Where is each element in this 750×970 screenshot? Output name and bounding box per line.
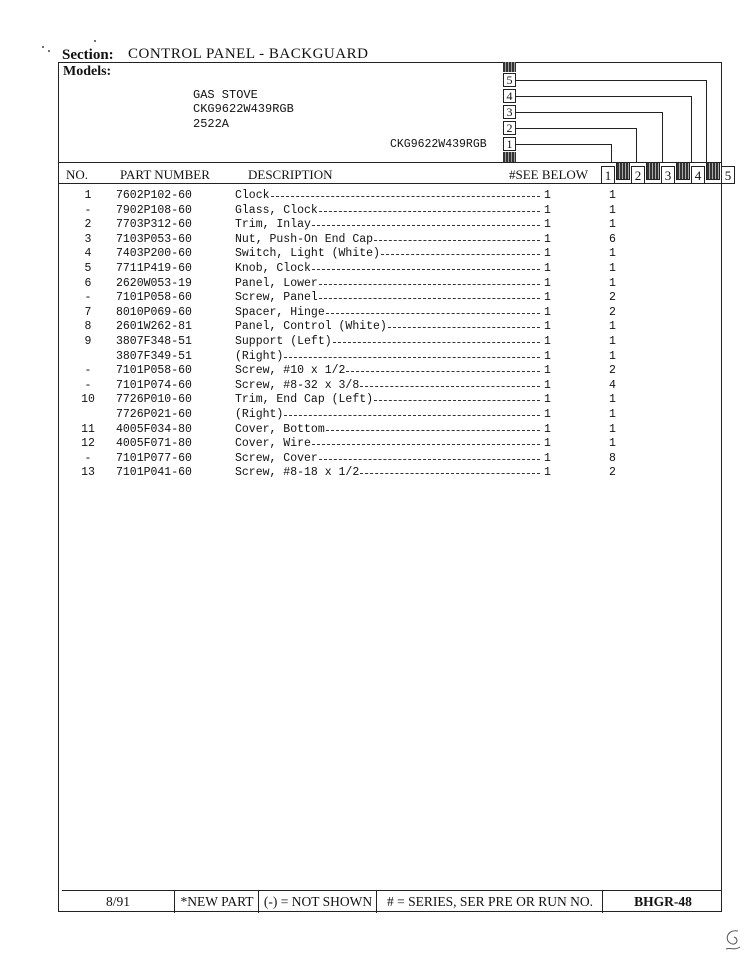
row-quantity: 1 — [609, 247, 616, 261]
series-box-4: 4 — [503, 89, 516, 103]
row-part-number: 7101P041-60 — [116, 466, 192, 480]
row-part-number: 7101P074-60 — [116, 378, 192, 392]
row-no: - — [84, 203, 92, 217]
row-quantity: 2 — [609, 466, 616, 480]
row-no: 9 — [84, 334, 92, 348]
row-leader — [284, 415, 540, 416]
row-leader — [381, 254, 540, 255]
row-series: 1 — [544, 203, 551, 217]
connector-4 — [516, 96, 691, 97]
row-series: 1 — [544, 291, 551, 305]
row-description: Screw, Cover — [235, 451, 318, 465]
row-leader — [326, 313, 540, 314]
series-col-1: 1 — [601, 166, 615, 184]
row-description: Screw, Panel — [235, 291, 318, 305]
row-leader — [326, 430, 540, 431]
row-no: - — [84, 364, 92, 378]
row-part-number: 7103P053-60 — [116, 232, 192, 246]
model-code: CKG9622W439RGB — [390, 138, 487, 151]
connector-1-down — [611, 144, 612, 162]
connector-5 — [516, 80, 706, 81]
row-leader — [312, 269, 540, 270]
row-quantity: 1 — [609, 261, 616, 275]
row-leader — [271, 196, 540, 197]
row-leader — [346, 371, 540, 372]
series-columns — [601, 162, 736, 185]
series-col-3: 3 — [661, 166, 675, 184]
series-col-shade-1 — [616, 162, 630, 180]
row-quantity: 8 — [609, 451, 616, 465]
row-no: 6 — [84, 276, 92, 290]
row-quantity: 1 — [609, 218, 616, 232]
series-band-top — [503, 62, 516, 72]
row-description: (Right) — [235, 349, 284, 363]
series-col-2: 2 — [631, 166, 645, 184]
section-label: Section: — [62, 47, 114, 63]
row-quantity: 1 — [609, 203, 616, 217]
row-no: 12 — [81, 437, 95, 451]
row-no: 11 — [81, 422, 95, 436]
col-see-below: #SEE BELOW — [509, 167, 589, 182]
series-col-5: 5 — [721, 166, 735, 184]
row-quantity: 1 — [609, 276, 616, 290]
footer-not-shown: (-) = NOT SHOWN — [258, 891, 377, 913]
row-series: 1 — [544, 364, 551, 378]
row-series: 1 — [544, 451, 551, 465]
row-part-number: 3807F349-51 — [116, 349, 192, 363]
row-series: 1 — [544, 232, 551, 246]
row-leader — [360, 386, 540, 387]
scan-speck — [48, 50, 50, 52]
row-description: (Right) — [235, 407, 284, 421]
row-quantity: 1 — [609, 320, 616, 334]
row-no: - — [84, 378, 92, 392]
row-description: Screw, #8-32 x 3/8 — [235, 378, 360, 392]
row-part-number: 4005F071-80 — [116, 437, 192, 451]
footer-page-code: BHGR-48 — [602, 891, 723, 913]
row-quantity: 1 — [609, 407, 616, 421]
row-part-number: 7703P312-60 — [116, 218, 192, 232]
row-leader — [319, 284, 540, 285]
connector-5-down — [706, 80, 707, 162]
row-part-number: 7711P419-60 — [116, 261, 192, 275]
row-series: 1 — [544, 349, 551, 363]
row-leader — [374, 400, 540, 401]
row-no: 7 — [84, 305, 92, 319]
row-series: 1 — [544, 422, 551, 436]
series-box-1: 1 — [503, 137, 516, 151]
row-series: 1 — [544, 305, 551, 319]
row-quantity: 1 — [609, 437, 616, 451]
row-no: 5 — [84, 261, 92, 275]
row-series: 1 — [544, 320, 551, 334]
row-description: Screw, #8-18 x 1/2 — [235, 466, 360, 480]
connector-4-down — [691, 96, 692, 162]
row-part-number: 7101P058-60 — [116, 364, 192, 378]
row-no: 10 — [81, 393, 95, 407]
row-part-number: 7902P108-60 — [116, 203, 192, 217]
row-no: 1 — [84, 189, 92, 202]
row-part-number: 7101P058-60 — [116, 291, 192, 305]
row-leader — [319, 459, 540, 460]
row-series: 1 — [544, 407, 551, 421]
row-quantity: 6 — [609, 232, 616, 246]
row-leader — [312, 225, 540, 226]
row-leader — [333, 342, 540, 343]
footer-date: 8/91 — [105, 894, 130, 909]
scan-speck — [94, 40, 96, 42]
row-leader — [360, 473, 540, 474]
row-leader — [319, 298, 540, 299]
row-series: 1 — [544, 189, 551, 202]
scan-speck — [42, 46, 44, 48]
row-description: Spacer, Hinge — [235, 305, 325, 319]
row-series: 1 — [544, 437, 551, 451]
row-series: 1 — [544, 378, 551, 392]
row-no: - — [84, 451, 92, 465]
row-part-number: 7726P010-60 — [116, 393, 192, 407]
col-description: DESCRIPTION — [248, 167, 333, 182]
row-quantity: 2 — [609, 305, 616, 319]
handwritten-mark — [720, 925, 744, 955]
row-leader — [284, 357, 540, 358]
row-series: 1 — [544, 218, 551, 232]
connector-2-down — [636, 128, 637, 162]
row-description: Knob, Clock — [235, 261, 311, 275]
row-series: 1 — [544, 261, 551, 275]
row-quantity: 2 — [609, 364, 616, 378]
row-leader — [312, 444, 540, 445]
series-box-2: 2 — [503, 121, 516, 135]
row-series: 1 — [544, 276, 551, 290]
series-col-4: 4 — [691, 166, 705, 184]
row-series: 1 — [544, 247, 551, 261]
row-part-number: 3807F348-51 — [116, 334, 192, 348]
row-no: 3 — [84, 232, 92, 246]
row-part-number: 4005F034-80 — [116, 422, 192, 436]
model-variant: 2522A — [193, 117, 230, 131]
row-leader — [319, 211, 540, 212]
row-quantity: 2 — [609, 291, 616, 305]
row-description: Screw, #10 x 1/2 — [235, 364, 346, 378]
series-band-bottom — [503, 152, 516, 162]
row-description: Cover, Bottom — [235, 422, 325, 436]
series-box-5: 5 — [503, 73, 516, 87]
row-part-number: 7726P021-60 — [116, 407, 192, 421]
row-no: 4 — [84, 247, 92, 261]
connector-2 — [516, 128, 636, 129]
row-part-number: 7101P077-60 — [116, 451, 192, 465]
model-number: CKG9622W439RGB — [193, 102, 294, 116]
series-col-shade-4 — [706, 162, 720, 180]
row-series: 1 — [544, 334, 551, 348]
row-part-number: 8010P069-60 — [116, 305, 192, 319]
connector-1 — [516, 144, 611, 145]
row-part-number: 2620W053-19 — [116, 276, 192, 290]
series-box-3: 3 — [503, 105, 516, 119]
row-series: 1 — [544, 393, 551, 407]
footer-series-note: # = SERIES, SER PRE OR RUN NO. — [376, 891, 603, 913]
header-rule-lower — [58, 183, 722, 184]
series-col-shade-3 — [676, 162, 690, 180]
row-description: Glass, Clock — [235, 203, 318, 217]
row-description: Panel, Lower — [235, 276, 318, 290]
row-no: 2 — [84, 218, 92, 232]
row-quantity: 1 — [609, 393, 616, 407]
row-quantity: 4 — [609, 378, 616, 392]
row-description: Trim, End Cap (Left) — [235, 393, 374, 407]
row-quantity: 1 — [609, 189, 616, 202]
row-description: Clock — [235, 189, 270, 202]
row-leader — [374, 240, 540, 241]
col-no: NO. — [66, 167, 89, 182]
row-description: Support (Left) — [235, 334, 332, 348]
row-part-number: 2601W262-81 — [116, 320, 192, 334]
row-part-number: 7602P102-60 — [116, 189, 192, 202]
model-type: GAS STOVE — [193, 88, 258, 102]
row-quantity: 1 — [609, 422, 616, 436]
col-part-number: PART NUMBER — [120, 167, 210, 182]
row-no: - — [84, 291, 92, 305]
row-description: Switch, Light (White) — [235, 247, 380, 261]
row-no: 8 — [84, 320, 92, 334]
series-col-shade-2 — [646, 162, 660, 180]
row-description: Cover, Wire — [235, 437, 311, 451]
connector-3 — [516, 112, 662, 113]
row-description: Nut, Push-On End Cap — [235, 232, 374, 246]
row-no: 13 — [81, 466, 95, 480]
footer-new-part: *NEW PART — [174, 891, 259, 913]
connector-3-down — [662, 112, 663, 162]
row-series: 1 — [544, 466, 551, 480]
models-label: Models: — [63, 64, 112, 79]
row-leader — [388, 327, 540, 328]
footer — [62, 890, 722, 913]
row-description: Trim, Inlay — [235, 218, 311, 232]
row-quantity: 1 — [609, 349, 616, 363]
row-quantity: 1 — [609, 334, 616, 348]
row-part-number: 7403P200-60 — [116, 247, 192, 261]
section-title: CONTROL PANEL - BACKGUARD — [128, 46, 369, 62]
row-description: Panel, Control (White) — [235, 320, 387, 334]
